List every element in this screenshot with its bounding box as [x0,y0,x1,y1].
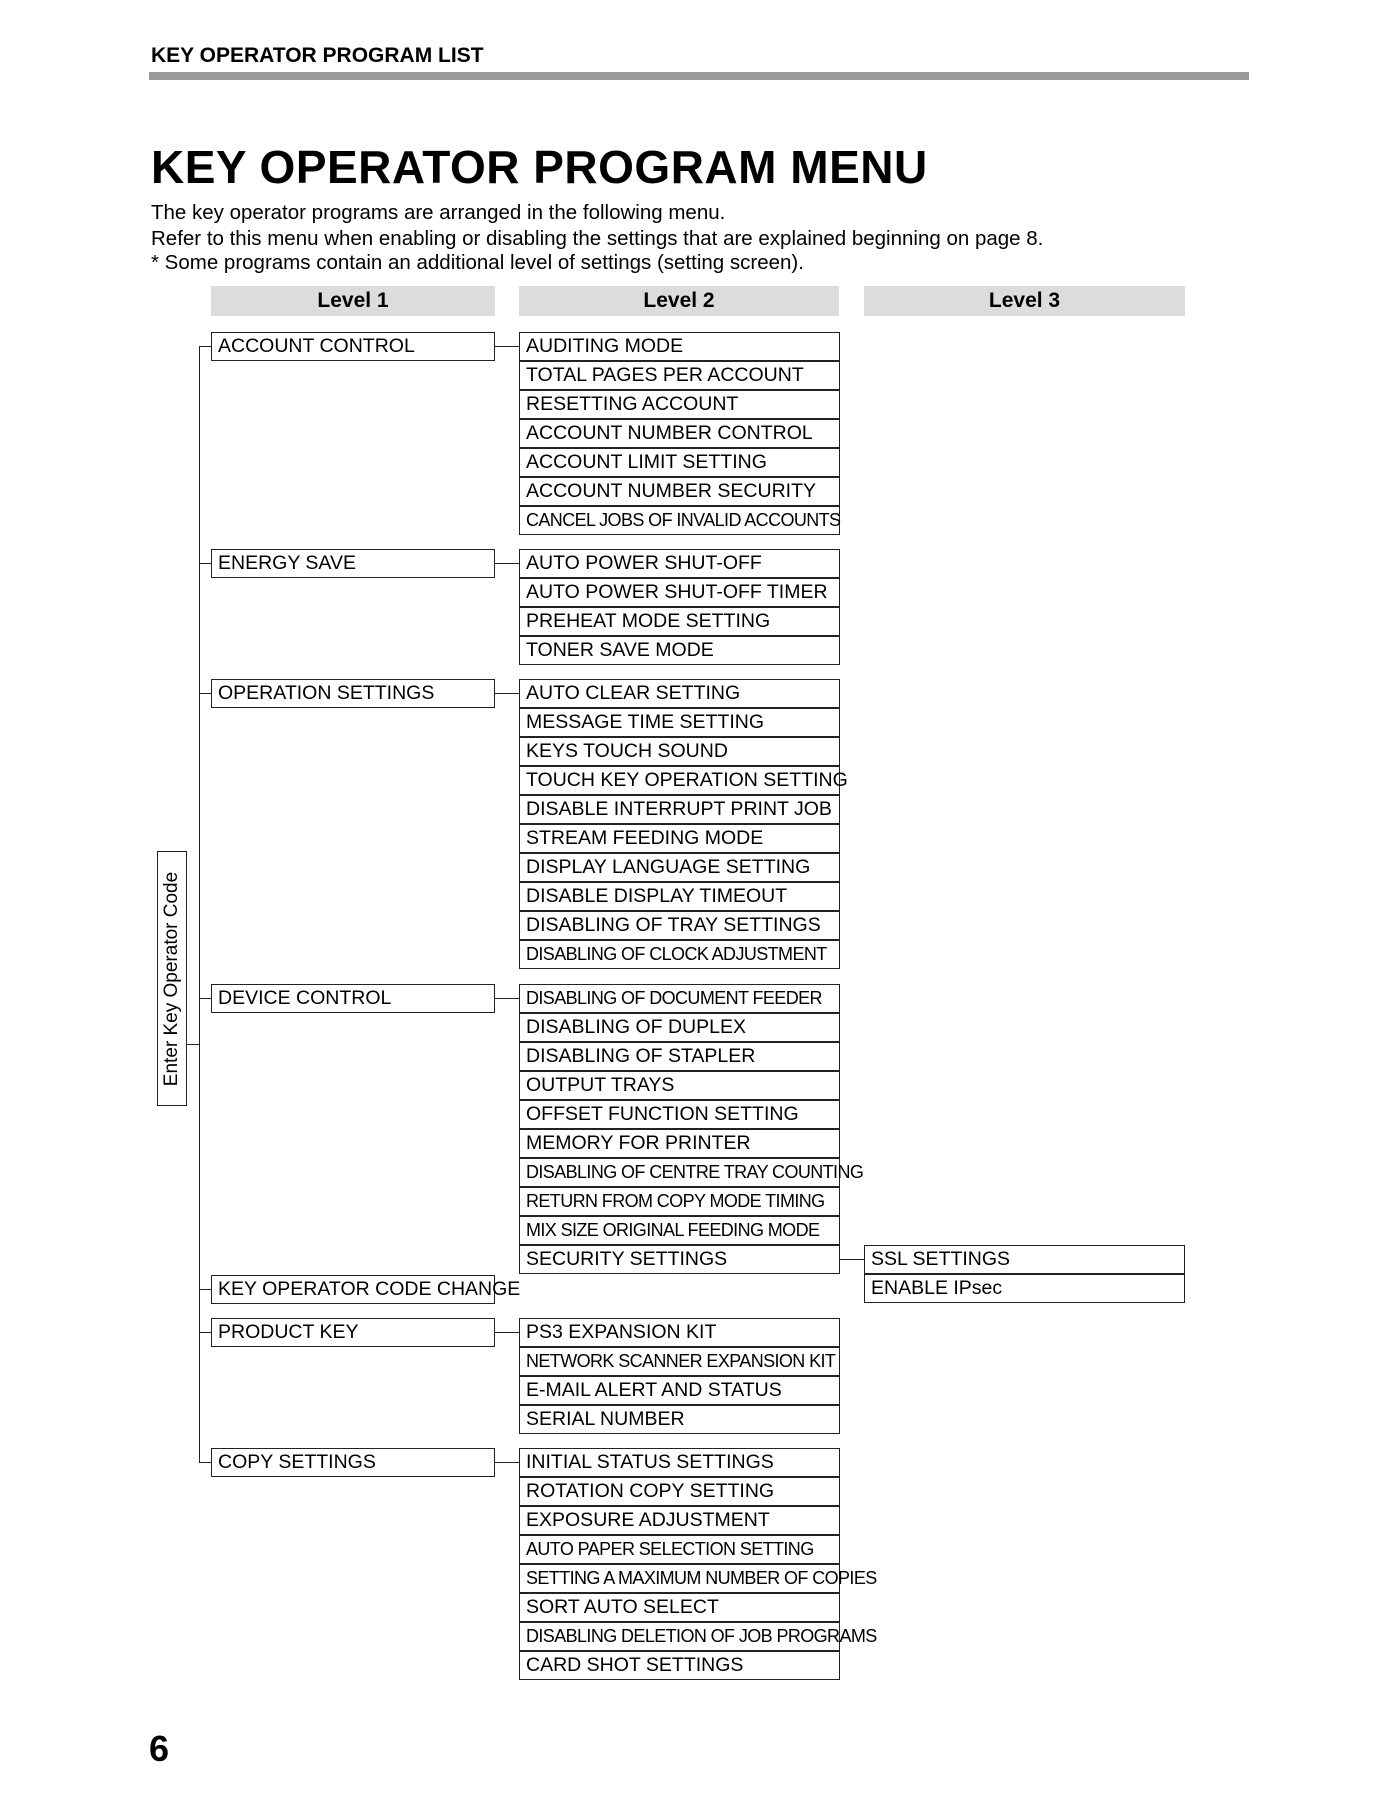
level2-item: CARD SHOT SETTINGS [519,1651,840,1680]
level3-item: ENABLE IPsec [864,1274,1185,1303]
connector-line [199,1289,211,1290]
level2-item: ACCOUNT LIMIT SETTING [519,448,840,477]
connector-line [495,1332,519,1333]
level2-item: DISABLING OF CENTRE TRAY COUNTING [519,1158,840,1187]
level2-item: KEYS TOUCH SOUND [519,737,840,766]
connector-line [199,998,211,999]
level2-item: TOUCH KEY OPERATION SETTING [519,766,840,795]
level2-item: DISABLE DISPLAY TIMEOUT [519,882,840,911]
level2-item: PS3 EXPANSION KIT [519,1318,840,1347]
column-header-level-3: Level 3 [864,286,1185,316]
intro-line: Refer to this menu when enabling or disabling the settings that are explained beginning on page 8. [151,227,1044,250]
connector-line [199,346,200,1462]
level2-item: DISABLING OF TRAY SETTINGS [519,911,840,940]
level2-item: INITIAL STATUS SETTINGS [519,1448,840,1477]
level2-item: SERIAL NUMBER [519,1405,840,1434]
level2-item: DISABLING OF DUPLEX [519,1013,840,1042]
intro-line: * Some programs contain an additional level of settings (setting screen). [151,251,804,274]
level2-item: NETWORK SCANNER EXPANSION KIT [519,1347,840,1376]
page-title: KEY OPERATOR PROGRAM MENU [151,141,928,193]
level1-item: COPY SETTINGS [211,1448,495,1477]
connector-line [199,563,211,564]
level2-item: ACCOUNT NUMBER SECURITY [519,477,840,506]
connector-line [840,1259,864,1260]
level2-item: MEMORY FOR PRINTER [519,1129,840,1158]
level2-item: ACCOUNT NUMBER CONTROL [519,419,840,448]
level2-item: EXPOSURE ADJUSTMENT [519,1506,840,1535]
enter-key-operator-code-box [157,851,187,1106]
level1-item: PRODUCT KEY [211,1318,495,1347]
level1-item: OPERATION SETTINGS [211,679,495,708]
level2-item: RETURN FROM COPY MODE TIMING [519,1187,840,1216]
connector-line [199,693,211,694]
intro-line: The key operator programs are arranged in the following menu. [151,201,726,224]
header-rule [149,72,1249,80]
level2-item: TONER SAVE MODE [519,636,840,665]
level2-item: DISABLE INTERRUPT PRINT JOB [519,795,840,824]
level1-item: ENERGY SAVE [211,549,495,578]
level2-item: AUTO POWER SHUT-OFF [519,549,840,578]
column-header-level-2: Level 2 [519,286,839,316]
level2-item: AUTO PAPER SELECTION SETTING [519,1535,840,1564]
connector-line [199,346,211,347]
level2-item: AUDITING MODE [519,332,840,361]
connector-line [187,1044,199,1045]
section-title: KEY OPERATOR PROGRAM LIST [151,44,484,67]
level2-item: DISABLING OF DOCUMENT FEEDER [519,984,840,1013]
connector-line [495,693,519,694]
level2-item: TOTAL PAGES PER ACCOUNT [519,361,840,390]
level2-item: AUTO CLEAR SETTING [519,679,840,708]
level2-item: SORT AUTO SELECT [519,1593,840,1622]
level2-item: STREAM FEEDING MODE [519,824,840,853]
level2-item: E-MAIL ALERT AND STATUS [519,1376,840,1405]
connector-line [199,1462,211,1463]
level2-item: DISABLING OF CLOCK ADJUSTMENT [519,940,840,969]
level2-item: DISPLAY LANGUAGE SETTING [519,853,840,882]
level2-item: MESSAGE TIME SETTING [519,708,840,737]
level2-item: AUTO POWER SHUT-OFF TIMER [519,578,840,607]
level2-item: OFFSET FUNCTION SETTING [519,1100,840,1129]
connector-line [495,1462,519,1463]
level2-item: CANCEL JOBS OF INVALID ACCOUNTS [519,506,840,535]
page-number: 6 [149,1728,170,1769]
level2-item: SECURITY SETTINGS [519,1245,840,1274]
connector-line [495,998,519,999]
level2-item: DISABLING DELETION OF JOB PROGRAMS [519,1622,840,1651]
level2-item: ROTATION COPY SETTING [519,1477,840,1506]
level2-item: RESETTING ACCOUNT [519,390,840,419]
connector-line [495,346,519,347]
level2-item: MIX SIZE ORIGINAL FEEDING MODE [519,1216,840,1245]
level3-item: SSL SETTINGS [864,1245,1185,1274]
enter-key-operator-code-label: Enter Key Operator Code [161,871,182,1086]
level1-item: ACCOUNT CONTROL [211,332,495,361]
level2-item: SETTING A MAXIMUM NUMBER OF COPIES [519,1564,840,1593]
connector-line [495,563,519,564]
level2-item: PREHEAT MODE SETTING [519,607,840,636]
level2-item: DISABLING OF STAPLER [519,1042,840,1071]
level2-item: OUTPUT TRAYS [519,1071,840,1100]
level1-item: KEY OPERATOR CODE CHANGE [211,1275,495,1304]
connector-line [199,1332,211,1333]
level1-item: DEVICE CONTROL [211,984,495,1013]
column-header-level-1: Level 1 [211,286,495,316]
